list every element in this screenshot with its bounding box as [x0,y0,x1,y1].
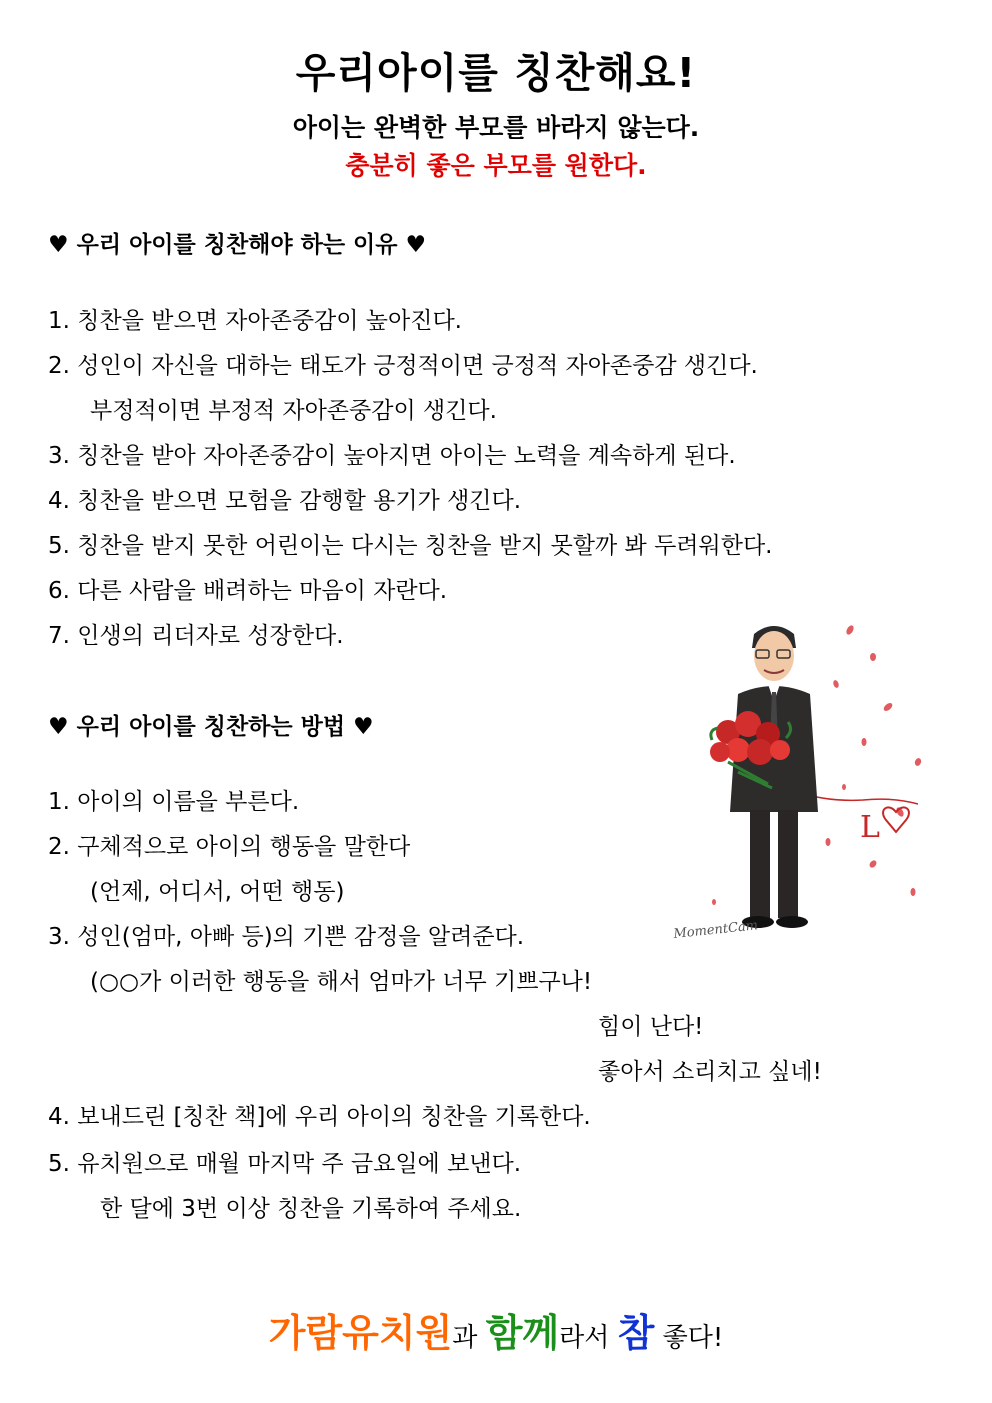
method-line-3-example: (○○가 이러한 행동을 해서 엄마가 너무 기쁘구나! [90,969,593,995]
method-line-4: 4. 보내드린 [칭찬 책]에 우리 아이의 칭찬을 기록한다. [48,1104,591,1130]
footer-together: 함께 [485,1311,560,1355]
footer-slogan [0,1302,992,1357]
reason-line-3: 3. 칭찬을 받아 자아존중감이 높아지면 아이는 노력을 계속하게 된다. [48,443,736,469]
subtitle-2: 충분히 좋은 부모를 원한다. [345,151,647,180]
reason-line-6: 6. 다른 사람을 배려하는 마음이 자란다. [48,578,448,604]
footer-text-6: 좋다! [654,1323,724,1353]
footer-kindergarten-name: 가람유치원 [268,1311,453,1355]
footer-text-2: 과 [452,1323,486,1353]
page-title: 우리아이를 칭찬해요! [295,49,697,97]
reason-line-7: 7. 인생의 리더자로 성장한다. [48,623,344,649]
reason-line-5: 5. 칭찬을 받지 못한 어린이는 다시는 칭찬을 받지 못할까 봐 두려워한다. [48,533,773,559]
reason-line-2-cont: 부정적이면 부정적 자아존중감이 생긴다. [90,398,497,424]
reason-line-1: 1. 칭찬을 받으면 자아존중감이 높아진다. [48,308,462,334]
subtitle-1: 아이는 완벽한 부모를 바라지 않는다. [292,113,700,142]
method-line-3-example-3: 좋아서 소리치고 싶네! [598,1059,822,1085]
section2-heading: ♥ 우리 아이를 칭찬하는 방법 ♥ [48,714,374,740]
method-line-5-cont: 한 달에 3번 이상 칭찬을 기록하여 주세요. [100,1196,522,1222]
footer-text-4: 라서 [559,1323,618,1353]
reason-line-2: 2. 성인이 자신을 대하는 태도가 긍정적이면 긍정적 자아존중감 생긴다. [48,353,758,379]
method-line-3: 3. 성인(엄마, 아빠 등)의 기쁜 감정을 알려준다. [48,924,525,950]
svg-text:MomentCam: MomentCam [672,918,759,942]
section1-heading: ♥ 우리 아이를 칭찬해야 하는 이유 ♥ [48,232,427,258]
svg-text:L: L [860,810,880,845]
man-with-roses-image [668,612,958,952]
method-line-3-example-2: 힘이 난다! [598,1014,704,1040]
method-line-2-cont: (언제, 어디서, 어떤 행동) [90,879,345,905]
method-line-5: 5. 유치원으로 매월 마지막 주 금요일에 보낸다. [48,1151,522,1177]
caricature-illustration [668,612,958,952]
footer-truly: 참 [617,1311,655,1355]
method-line-1: 1. 아이의 이름을 부른다. [48,789,300,815]
reason-line-4: 4. 칭찬을 받으면 모험을 감행할 용기가 생긴다. [48,488,522,514]
method-line-2: 2. 구체적으로 아이의 행동을 말한다 [48,834,411,860]
